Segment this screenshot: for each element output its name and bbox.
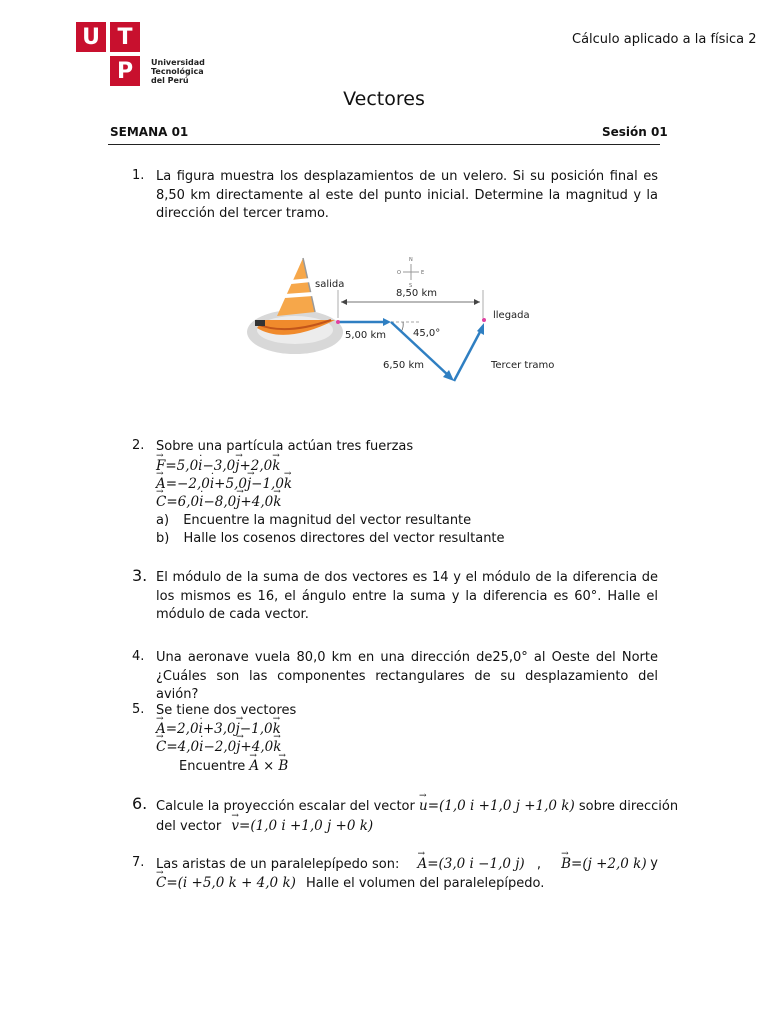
unit-k: → k [284, 475, 292, 493]
logo-u: U [76, 22, 106, 52]
problem-1-text: La figura muestra los desplazamientos de un velero. Si su posición final es 8,50 km directamente al este del punto inicial. Determine la magnitud y la dirección del tercer tramo. [156, 169, 658, 221]
university-name [151, 58, 205, 85]
unit-j: → j [236, 738, 240, 756]
vec-f: → F [156, 457, 165, 475]
university-line: Universidad [151, 58, 205, 67]
label-salida: salida [315, 279, 345, 290]
problem-6-line-2 [156, 817, 373, 836]
vec-v: → v [231, 817, 239, 835]
eq-term: +4,0 [240, 494, 274, 510]
vec-a: → A [249, 757, 259, 775]
label-angle: 45,0° [413, 328, 441, 339]
vec-b: → B [561, 855, 571, 873]
vec-u: → u [419, 797, 428, 815]
eq-term: −8,0 [203, 494, 237, 510]
label-leg-1: 5,00 km [345, 330, 386, 341]
vec-a-value: =(3,0 i −1,0 j) [427, 856, 525, 872]
eq-term: =−2,0 [165, 476, 210, 492]
problem-7-text: Halle el volumen del paralelepípedo. [306, 876, 545, 891]
problem-7-line-2 [156, 874, 544, 893]
vec-v-value: =(1,0 i +1,0 j +0 k) [239, 818, 374, 834]
eq-term: +3,0 [202, 721, 236, 737]
vec-a: → A [156, 720, 166, 738]
problem-7-line-1 [156, 855, 658, 874]
unit-i: · i [210, 475, 214, 493]
label-llegada: llegada [493, 310, 530, 321]
svg-text:O: O [397, 270, 401, 276]
label-leg-2: 6,50 km [383, 360, 424, 371]
unit-j: → j [235, 457, 239, 475]
university-line: del Perú [151, 76, 189, 85]
unit-i: · i [199, 720, 203, 738]
unit-j: → j [236, 720, 240, 738]
problem-2-item-a [156, 512, 471, 530]
unit-i: · i [199, 493, 203, 511]
eq-term: −1,0 [239, 721, 273, 737]
vec-b: → B [278, 757, 288, 775]
compass-icon [397, 257, 424, 289]
page-title: Vectores [343, 88, 425, 110]
problem-3-number: 3. [132, 566, 148, 585]
vec-c-value: =(i +5,0 k + 4,0 k) [166, 875, 296, 891]
problem-5-text: Se tiene dos vectores [156, 703, 297, 718]
equation-a [156, 475, 292, 493]
eq-term: =6,0 [166, 494, 200, 510]
vec-u-value: =(1,0 i +1,0 j +1,0 k) [427, 798, 575, 814]
svg-text:S: S [409, 283, 413, 289]
sailboat-figure [245, 250, 575, 390]
problem-7-number: 7. [132, 855, 145, 870]
label-third-leg: Tercer tramo [491, 360, 555, 371]
eq-term: −1,0 [251, 476, 284, 492]
unit-k: → k [273, 720, 281, 738]
session-label: Sesión 01 [602, 125, 668, 139]
eq-term: −3,0 [202, 458, 236, 474]
eq-term: +2,0 [239, 458, 273, 474]
problem-2-number: 2. [132, 438, 145, 453]
problem-4-text: Una aeronave vuela 80,0 km en una dirección de25,0° al Oeste del Norte ¿Cuáles son las componentes rectangulares de su desplazamiento del avión? [156, 650, 658, 702]
vec-c: → C [156, 874, 166, 892]
unit-k: → k [273, 738, 281, 756]
problem-7-text: Las aristas de un paralelepípedo son: [156, 857, 400, 872]
problem-2-text: Sobre una partícula actúan tres fuerzas [156, 439, 414, 454]
svg-text:E: E [421, 270, 425, 276]
problem-6-text: del vector [156, 819, 222, 834]
label-total-distance: 8,50 km [396, 288, 437, 299]
vec-c: → C [156, 738, 166, 756]
eq-term: =4,0 [166, 739, 200, 755]
svg-text:N: N [409, 257, 413, 263]
item-text: Encuentre la magnitud del vector resultante [183, 513, 472, 528]
vector-leg-3 [454, 330, 481, 381]
problem-2-item-b [156, 530, 505, 548]
unit-k: → k [273, 493, 281, 511]
unit-k: → k [272, 457, 280, 475]
item-text: Halle los cosenos directores del vector resultante [183, 531, 505, 546]
logo-p: P [110, 56, 140, 86]
vec-b-value: =(j +2,0 k) [571, 856, 647, 872]
conjunction: y [650, 856, 658, 871]
logo-t: T [110, 22, 140, 52]
equation-5-a [156, 720, 281, 738]
end-point [482, 318, 486, 322]
find-label: Encuentre [179, 759, 246, 774]
week-label: SEMANA 01 [110, 125, 189, 139]
problem-1-number: 1. [132, 168, 145, 183]
problem-6-text: sobre dirección [578, 799, 679, 814]
cross-operator: × [263, 759, 275, 774]
problem-3-text: El módulo de la suma de dos vectores es 14 y el módulo de la diferencia de los mismos es 16, el ángulo entre la suma y la diferencia es 60°. Halle el módulo de cada vector. [156, 570, 658, 622]
eq-term: =2,0 [165, 721, 199, 737]
vec-a: → A [417, 855, 427, 873]
unit-j: → j [236, 493, 240, 511]
header-rule [108, 144, 660, 145]
item-label: b) [156, 531, 170, 546]
university-line: Tecnológica [151, 67, 204, 76]
unit-i: · i [199, 738, 203, 756]
item-label: a) [156, 513, 170, 528]
eq-term: +4,0 [240, 739, 274, 755]
unit-j: → j [247, 475, 251, 493]
problem-4-number: 4. [132, 649, 145, 664]
equation-5-c [156, 738, 281, 756]
problem-6-text: Calcule la proyección escalar del vector [156, 799, 415, 814]
problem-5-number: 5. [132, 702, 145, 717]
unit-i: · i [198, 457, 202, 475]
eq-term: +5,0 [214, 476, 247, 492]
eq-term: −2,0 [203, 739, 237, 755]
problem-6-number: 6. [132, 794, 148, 813]
course-name: Cálculo aplicado a la física 2 [572, 32, 757, 47]
equation-f [156, 457, 280, 475]
equation-c [156, 493, 281, 511]
separator: , [536, 857, 541, 872]
vec-c: → C [156, 493, 166, 511]
eq-term: =5,0 [165, 458, 199, 474]
vec-a: → A [156, 475, 166, 493]
start-point [336, 320, 340, 324]
problem-5-find [179, 757, 288, 776]
